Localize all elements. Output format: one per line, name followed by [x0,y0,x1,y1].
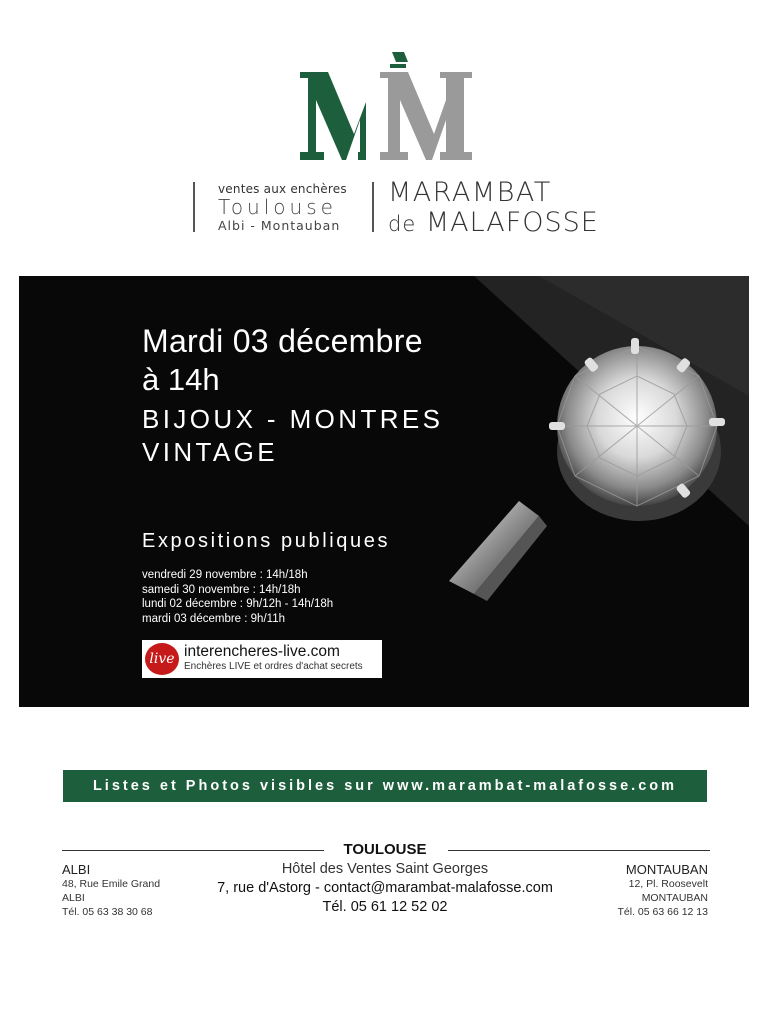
brand-city: Toulouse [218,195,337,219]
live-tagline: Enchères LIVE et ordres d'achat secrets [184,661,363,672]
brand-divider-left [193,182,195,232]
brand-name-prefix: de [388,212,417,236]
exposition-item: vendredi 29 novembre : 14h/18h [142,569,308,581]
sale-category-line1: BIJOUX - MONTRES [142,404,444,434]
sale-time: à 14h [142,362,220,397]
albi-town: ALBI [62,892,85,904]
montauban-town: MONTAUBAN [641,892,708,904]
interencheres-live-link[interactable] [142,640,382,678]
expositions-list [142,568,333,626]
brand-right-block [388,178,599,239]
montauban-office [618,862,709,919]
toulouse-heading: TOULOUSE [343,841,427,858]
albi-office [62,862,160,919]
live-badge-icon: live [145,643,179,675]
brand-name-surname: MALAFOSSE [425,207,599,238]
brand-tagline: ventes aux enchères [218,182,347,196]
brand-divider-right [372,182,374,232]
montauban-street: 12, Pl. Roosevelt [628,878,708,890]
sale-category-line2: VINTAGE [142,437,279,467]
albi-city: ALBI [62,862,91,877]
toulouse-venue: Hôtel des Ventes Saint Georges [281,861,489,877]
brand-subcities: Albi - Montauban [218,218,341,233]
expositions-title: Expositions publiques [142,530,391,552]
toulouse-phone: Tél. 05 61 12 52 02 [322,899,448,915]
live-site-name: interencheres-live.com [184,643,340,660]
brand-name-line1: MARAMBAT [388,177,552,208]
brand-name-line2 [388,208,599,239]
sale-date: Mardi 03 décembre [142,323,423,359]
exposition-item: lundi 02 décembre : 9h/12h - 14h/18h [142,598,334,610]
exposition-item: samedi 30 novembre : 14h/18h [142,583,301,596]
albi-phone: Tél. 05 63 38 30 68 [62,906,153,918]
montauban-city: MONTAUBAN [625,862,708,877]
exposition-item: mardi 03 décembre : 9h/11h [142,612,285,625]
montauban-phone: Tél. 05 63 66 12 13 [617,906,708,918]
sale-banner [19,276,749,707]
website-banner[interactable]: Listes et Photos visibles sur www.marambat-malafosse.com [63,770,707,802]
marambat-malafosse-logo [296,48,476,168]
albi-street: 48, Rue Emile Grand [62,878,161,890]
brand-left-block [218,182,368,233]
toulouse-address: 7, rue d'Astorg - contact@marambat-malafosse.com [217,880,553,896]
